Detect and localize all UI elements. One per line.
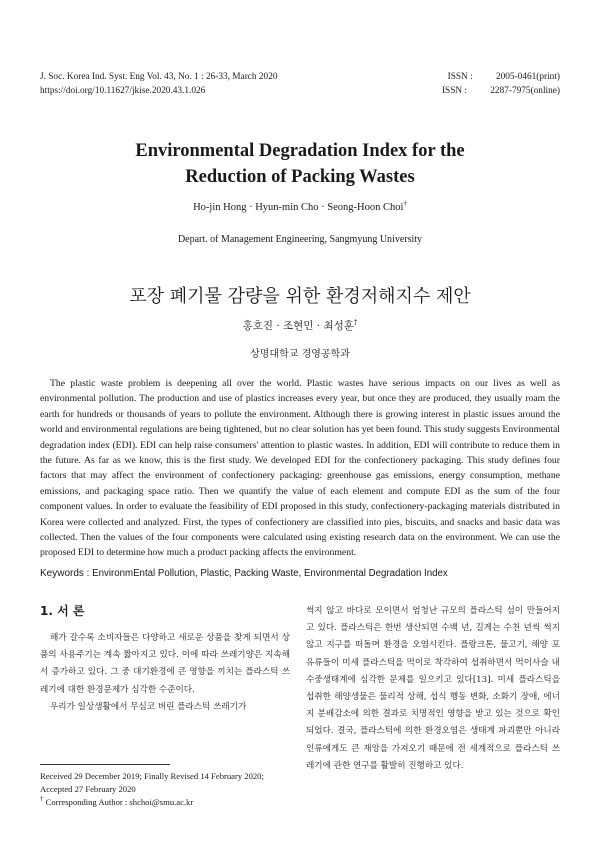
footnotes [40,770,290,809]
journal-header [40,70,278,98]
corresponding-author [40,796,290,809]
corresponding-mark-ko: † [353,318,358,327]
abstract: The plastic waste problem is deepening all over the world. Plastic wastes have serious impacts on our lives as well as environmental pollution. The production and use of plastics increases every year, but once they are produced, they usually roam the earth for hundreds or thousands of years to pollute the environment. Although there is growing interest in plastic issues around the world and environmental regulations are being tightened, but no clear solution has yet been found. This study suggests Environmental degradation index (EDI). EDI can help raise consumers' attention to plastic wastes. In addition, EDI will contribute to reduce them in the future. As far as we know, this is the first study. We developed EDI for the confectionery packaging. This study defines four factors that may affect the environment of confectionery packaging: greenhouse gas emissions, energy consumption, methane emissions, and packaging space ratio. Then we quantify the value of each element and compute EDI as the sum of the four component values. In order to evaluate the feasibility of EDI proposed in this study, confectionery-packaging materials distributed in Korea were collected and analyzed. First, the types of confectionery are classified into pies, biscuits, and snacks and basic data was collected. Then the values of the four components were calculated using existing research data on the environment. We can use the proposed EDI to determine how much a product packing affects the environment. [40,378,560,559]
keywords [40,568,560,579]
paper-title-en [40,138,560,190]
authors-en [40,199,560,213]
section-heading: 1. 서 론 [40,604,85,618]
corresponding-email: Corresponding Author : shchoi@smu.ac.kr [43,797,194,807]
paragraph: 썩지 않고 바다로 모이면서 엄청난 규모의 플라스틱 섬이 만들어지고 있다. 플라스틱은 한번 생산되면 수백 년, 길게는 수천 년씩 썩지 않고 지구를 떠돌며 환경을 오염시킨다. 플랑크톤, 물고기, 해양 포유류들이 미세 플라스틱을 먹이로 착각하여 섭취하면서 먹이사슬 내 수중생태계에 심각한 문제를 일으키고 있다[13]. 미세 플라스틱을 섭취한 해양생물은 물리적 상해, 섭식 행동 변화, 소화기 장애, 에너지 분배감소에 의한 결과로 치명적인 영향을 받고 있는 것으로 확인되었다. 결국, 플라스틱에 의한 환경오염은 생태계 파괴뿐만 아니라 인류에게도 큰 재앙을 가져오기 때문에 전 세계적으로 플라스틱 쓰레기에 관한 연구를 활발히 진행하고 있다. [306,606,560,771]
authors-ko-names: 홍호진 · 조현민 · 최성훈 [242,320,354,332]
keywords-label: Keywords : [40,568,90,579]
paper-title-ko: 포장 폐기물 감량을 위한 환경저해지수 제안 [129,286,471,307]
corresponding-mark-en: † [403,199,407,208]
footnote-divider [40,764,170,765]
affiliation-en: Depart. of Management Engineering, Sangmyung University [177,234,423,245]
journal-citation: J. Soc. Korea Ind. Syst. Eng Vol. 43, No. 1 : 26-33, March 2020 [40,72,278,82]
authors-en-names: Ho-jin Hong · Hyun-min Cho · Seong-Hoon Choi [193,202,404,213]
title-line-2: Reduction of Packing Wastes [185,167,415,187]
issn-online: 2287-7975(online) [490,86,560,96]
issn-online-label: ISSN : [441,86,468,96]
paragraph: 해가 갈수록 소비자들은 다양하고 새로운 상품을 찾게 되면서 상품의 사용주기는 계속 짧아지고 있다. 이에 따라 쓰레기양은 지속해서 증가하고 있다. 그 중 대기환경에 큰 영향을 끼치는 플라스틱 쓰레기에 대한 환경문제가 심각한 수준이다. [40,633,290,695]
right-column [306,603,560,775]
doi-link[interactable]: https://doi.org/10.11627/jkise.2020.43.1.026 [40,86,206,96]
issn-print-label: ISSN : [447,72,473,82]
affiliation-ko: 상명대학교 경영공학과 [250,349,350,360]
keywords-list: EnvironmEntal Pollution, Plastic, Packing Waste, Environmental Degradation Index [92,568,448,579]
left-column [40,630,290,716]
corresponding-mark: † [40,795,44,804]
authors-ko [40,318,560,333]
title-line-1: Environmental Degradation Index for the [135,141,465,161]
issn-block [442,70,560,98]
received-date: Received 29 December 2019; Finally Revised 14 February 2020; [40,771,264,781]
issn-print: 2005-0461(print) [495,72,560,82]
accepted-date: Accepted 27 February 2020 [40,784,136,794]
paragraph: 우리가 일상생활에서 무심코 버린 플라스틱 쓰레기가 [50,701,247,712]
